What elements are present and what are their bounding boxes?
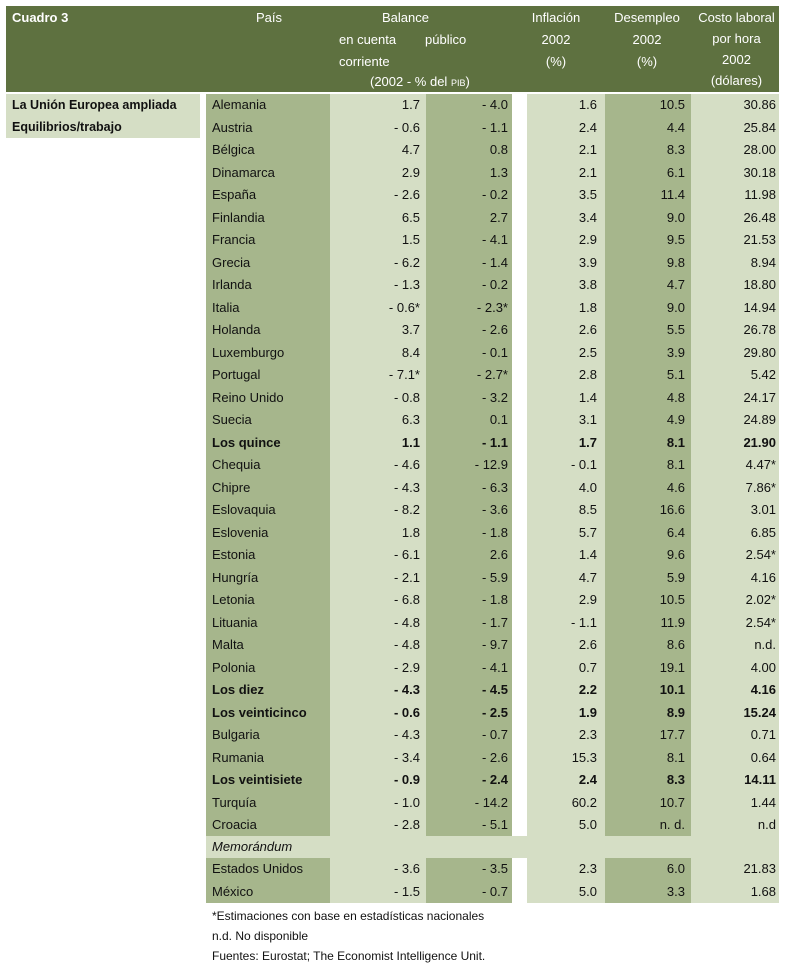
cell-costo-laboral: 30.86: [743, 97, 776, 112]
cell-inflacion: 2.1: [578, 142, 597, 157]
cell-cuenta-corriente: - 3.4: [393, 749, 420, 765]
cell-country: México: [212, 883, 254, 899]
cell-country: Austria: [212, 119, 253, 135]
table-row: [206, 252, 779, 275]
cell-balance-publico: - 0.7: [481, 727, 508, 742]
table-row: [206, 814, 779, 837]
cell-country: Los diez: [212, 682, 265, 697]
table-row: [206, 858, 779, 881]
cell-costo-laboral: 15.24: [743, 704, 776, 720]
cell-balance-publico: 2.7: [489, 209, 508, 225]
header-pais: País: [256, 10, 283, 25]
cell-desempleo: 8.1: [666, 434, 685, 450]
cell-desempleo: 8.6: [666, 637, 685, 652]
cell-cuenta-corriente: - 6.1: [393, 547, 420, 562]
cell-country: Bulgaria: [212, 727, 260, 742]
table-row: [206, 499, 779, 522]
cell-costo-laboral: 7.86*: [745, 479, 776, 495]
cell-balance-publico: - 0.1: [481, 344, 508, 360]
cell-cuenta-corriente: - 2.8: [393, 817, 420, 832]
cell-inflacion: 3.1: [578, 412, 597, 427]
cell-costo-laboral: 24.89: [743, 412, 776, 427]
cell-cuenta-corriente: - 1.0: [393, 794, 420, 810]
cell-desempleo: 5.1: [666, 367, 685, 382]
cell-balance-publico: - 5.1: [481, 817, 508, 832]
cell-inflacion: 5.0: [578, 883, 597, 899]
cell-cuenta-corriente: 2.9: [401, 164, 420, 180]
cell-costo-laboral: 0.64: [750, 749, 776, 765]
cell-balance-publico: 1.3: [489, 164, 508, 180]
cell-balance-publico: - 2.3*: [476, 299, 508, 315]
cell-balance-publico: 2.6: [489, 547, 508, 562]
cell-desempleo: 6.4: [666, 524, 685, 540]
cell-country: Los quince: [212, 434, 281, 450]
cell-cuenta-corriente: 1.5: [401, 232, 420, 247]
cell-country: Estados Unidos: [212, 861, 304, 876]
cell-inflacion: 1.4: [578, 389, 597, 405]
cell-balance-publico: - 2.6: [481, 749, 508, 765]
cell-inflacion: 2.4: [578, 119, 597, 135]
cell-desempleo: 4.7: [666, 277, 685, 292]
cell-cuenta-corriente: - 6.2: [393, 254, 420, 270]
cell-country: Los veintisiete: [212, 772, 303, 787]
table-row: [206, 881, 779, 904]
cell-inflacion: 2.6: [578, 322, 597, 337]
cell-inflacion: 8.5: [578, 502, 597, 517]
cell-cuenta-corriente: - 0.6: [393, 119, 420, 135]
side-title: [6, 94, 200, 138]
cell-balance-publico: - 4.1: [481, 232, 508, 247]
table-row: [206, 207, 779, 230]
cell-cuenta-corriente: 1.7: [401, 97, 420, 112]
cell-costo-laboral: 4.16: [750, 569, 776, 585]
cell-balance-publico: - 0.2: [481, 277, 508, 292]
header-desempleo: Desempleo 2002 (%): [614, 10, 680, 69]
cell-desempleo: 5.5: [666, 322, 685, 337]
table-row: [206, 184, 779, 207]
cell-costo-laboral: 1.68: [750, 883, 776, 899]
cell-costo-laboral: 14.94: [743, 299, 776, 315]
cell-cuenta-corriente: - 4.8: [393, 637, 420, 652]
footnotes: [212, 906, 485, 966]
cell-desempleo: 4.6: [666, 479, 685, 495]
cell-costo-laboral: n.d: [757, 817, 776, 832]
cell-balance-publico: - 4.1: [481, 659, 508, 675]
cell-cuenta-corriente: 8.4: [401, 344, 420, 360]
cell-desempleo: 9.8: [666, 254, 685, 270]
cell-inflacion: 2.1: [578, 164, 597, 180]
table-row: [206, 612, 779, 635]
cell-balance-publico: - 3.6: [481, 502, 508, 517]
cell-country: Eslovaquia: [212, 502, 276, 517]
cell-inflacion: 2.8: [578, 367, 597, 382]
cell-cuenta-corriente: - 7.1*: [388, 367, 420, 382]
cell-country: Croacia: [212, 817, 257, 832]
cell-cuenta-corriente: 6.3: [401, 412, 420, 427]
cell-balance-publico: - 1.4: [481, 254, 508, 270]
table-row: [206, 567, 779, 590]
cell-country: Los veinticinco: [212, 704, 307, 720]
cell-costo-laboral: 21.90: [743, 434, 776, 450]
cell-cuenta-corriente: - 3.6: [393, 861, 420, 876]
cell-desempleo: 11.4: [660, 187, 685, 202]
cell-inflacion: 3.9: [578, 254, 597, 270]
cell-inflacion: 2.3: [578, 727, 597, 742]
cell-desempleo: 4.9: [666, 412, 685, 427]
cell-country: Finlandia: [212, 209, 265, 225]
cell-cuenta-corriente: - 4.3: [393, 682, 420, 697]
cell-balance-publico: - 4.0: [481, 97, 508, 112]
cell-country: Letonia: [212, 592, 255, 607]
cell-balance-publico: - 1.8: [481, 592, 508, 607]
cell-desempleo: n. d.: [659, 817, 685, 832]
cell-balance-publico: - 12.9: [474, 457, 508, 472]
cell-desempleo: 9.6: [666, 547, 685, 562]
cell-costo-laboral: 14.11: [744, 772, 776, 787]
cell-inflacion: 2.9: [578, 232, 597, 247]
cell-cuenta-corriente: - 1.3: [393, 277, 420, 292]
cell-balance-publico: - 6.3: [481, 479, 508, 495]
cell-cuenta-corriente: - 6.8: [393, 592, 420, 607]
table-number: Cuadro 3: [12, 10, 69, 25]
cell-inflacion: 3.4: [578, 209, 597, 225]
cell-balance-publico: - 4.5: [481, 682, 508, 697]
header-corriente: corriente: [339, 54, 390, 69]
cell-balance-publico: 0.1: [489, 412, 508, 427]
cell-cuenta-corriente: 1.8: [401, 524, 420, 540]
cell-costo-laboral: 24.17: [743, 389, 776, 405]
table-row: [206, 319, 779, 342]
table-row: [206, 229, 779, 252]
table-row: [206, 162, 779, 185]
table-row: [206, 477, 779, 500]
cell-inflacion: 2.2: [578, 682, 597, 697]
cell-inflacion: 1.7: [578, 434, 597, 450]
cell-balance-publico: - 1.7: [481, 614, 508, 630]
cell-cuenta-corriente: - 4.6: [393, 457, 420, 472]
cell-balance-publico: - 14.2: [474, 794, 508, 810]
cell-inflacion: 1.9: [578, 704, 597, 720]
table-row: [206, 679, 779, 702]
cell-balance-publico: - 3.5: [481, 861, 508, 876]
cell-country: Portugal: [212, 367, 261, 382]
table-row: [206, 432, 779, 455]
table-row: [206, 364, 779, 387]
cell-inflacion: 3.5: [578, 187, 597, 202]
cell-costo-laboral: 28.00: [743, 142, 776, 157]
table-row: [206, 117, 779, 140]
cell-inflacion: 1.8: [578, 299, 597, 315]
cell-desempleo: 9.0: [666, 209, 685, 225]
table-row: [206, 522, 779, 545]
cell-balance-publico: - 1.1: [481, 434, 508, 450]
cell-costo-laboral: 2.54*: [745, 547, 776, 562]
cell-country: Irlanda: [212, 277, 252, 292]
cell-country: Bélgica: [212, 142, 255, 157]
header-balance: Balance: [382, 10, 429, 25]
cell-cuenta-corriente: - 0.6: [393, 704, 420, 720]
footnote-nd: n.d. No disponible: [212, 929, 309, 943]
memorandum-row: [206, 836, 779, 858]
cell-inflacion: 4.0: [578, 479, 597, 495]
cell-inflacion: 1.4: [578, 547, 597, 562]
header-unit: (2002 - % del PIB): [370, 74, 470, 89]
cell-inflacion: 1.6: [578, 97, 597, 112]
cell-balance-publico: - 1.8: [481, 524, 508, 540]
table-row: [206, 274, 779, 297]
cell-desempleo: 10.7: [659, 794, 685, 810]
cell-desempleo: 19.1: [659, 659, 685, 675]
cell-costo-laboral: 1.44: [750, 794, 776, 810]
cell-balance-publico: - 0.7: [481, 883, 508, 899]
cell-desempleo: 17.7: [659, 727, 685, 742]
cell-country: Suecia: [212, 412, 252, 427]
table-row: [206, 589, 779, 612]
table-row: [206, 297, 779, 320]
cell-country: Turquía: [212, 794, 257, 810]
cell-country: Italia: [212, 299, 240, 315]
cell-costo-laboral: 5.42: [750, 367, 776, 382]
table-row: [206, 139, 779, 162]
cell-costo-laboral: 2.54*: [745, 614, 776, 630]
cell-costo-laboral: 18.80: [743, 277, 776, 292]
table-row: [206, 342, 779, 365]
cell-cuenta-corriente: - 0.6*: [388, 299, 420, 315]
cell-country: Malta: [212, 637, 244, 652]
cell-costo-laboral: 29.80: [743, 344, 776, 360]
cell-balance-publico: - 2.5: [481, 704, 508, 720]
cell-cuenta-corriente: 1.1: [401, 434, 420, 450]
cell-country: Grecia: [212, 254, 251, 270]
cell-desempleo: 8.1: [666, 457, 685, 472]
cell-country: Francia: [212, 232, 256, 247]
cell-inflacion: 5.7: [578, 524, 597, 540]
cell-desempleo: 10.1: [659, 682, 685, 697]
cell-costo-laboral: 30.18: [743, 164, 776, 180]
cell-inflacion: 60.2: [571, 794, 597, 810]
cell-costo-laboral: 25.84: [743, 119, 776, 135]
cell-country: Rumania: [212, 749, 265, 765]
cell-desempleo: 4.8: [666, 389, 685, 405]
cell-desempleo: 8.3: [666, 772, 685, 787]
cell-costo-laboral: n.d.: [754, 637, 776, 652]
cell-cuenta-corriente: - 0.9: [393, 772, 420, 787]
cell-country: Luxemburgo: [212, 344, 285, 360]
cell-inflacion: 3.8: [578, 277, 597, 292]
cell-costo-laboral: 2.02*: [745, 592, 776, 607]
side-title-line1: La Unión Europea ampliada: [12, 98, 177, 112]
header-publico: público: [425, 32, 467, 47]
cell-cuenta-corriente: - 2.6: [393, 187, 420, 202]
cell-balance-publico: - 2.4: [481, 772, 508, 787]
table-row: [206, 769, 779, 792]
cell-balance-publico: - 5.9: [481, 569, 508, 585]
footnote-fuentes: Fuentes: Eurostat; The Economist Intelligence Unit.: [212, 949, 486, 963]
table-row: [206, 747, 779, 770]
cell-country: Chipre: [212, 479, 251, 495]
table-row: [206, 387, 779, 410]
cell-country: Estonia: [212, 547, 256, 562]
cell-costo-laboral: 3.01: [750, 502, 776, 517]
cell-balance-publico: - 2.6: [481, 322, 508, 337]
cell-country: Dinamarca: [212, 164, 275, 180]
footnote-estimaciones: *Estimaciones con base en estadísticas nacionales: [212, 909, 485, 923]
cell-cuenta-corriente: - 4.8: [393, 614, 420, 630]
cell-cuenta-corriente: - 8.2: [393, 502, 420, 517]
cell-inflacion: - 0.1: [570, 457, 597, 472]
cell-desempleo: 6.0: [666, 861, 685, 876]
table-row: [206, 544, 779, 567]
cell-balance-publico: - 0.2: [481, 187, 508, 202]
cell-costo-laboral: 21.83: [743, 861, 776, 876]
header-en-cuenta: en cuenta: [339, 32, 397, 47]
cell-costo-laboral: 8.94: [750, 254, 776, 270]
cell-desempleo: 10.5: [659, 97, 685, 112]
cell-country: Chequia: [212, 457, 261, 472]
cell-country: Eslovenia: [212, 524, 269, 540]
cell-country: Alemania: [212, 97, 267, 112]
cell-inflacion: 2.9: [578, 592, 597, 607]
cell-cuenta-corriente: 3.7: [401, 322, 420, 337]
cell-cuenta-corriente: 4.7: [401, 142, 420, 157]
cell-balance-publico: - 3.2: [481, 389, 508, 405]
table-row: [206, 657, 779, 680]
cell-costo-laboral: 4.16: [750, 682, 776, 697]
cell-desempleo: 6.1: [666, 164, 685, 180]
table-row: [206, 792, 779, 815]
cell-cuenta-corriente: - 4.3: [393, 727, 420, 742]
cell-country: Hungría: [212, 569, 259, 585]
cell-costo-laboral: 0.71: [750, 727, 776, 742]
header-inflacion: Inflación 2002 (%): [531, 10, 581, 69]
cell-country: Lituania: [212, 614, 258, 630]
table-row: [206, 702, 779, 725]
cell-balance-publico: - 9.7: [481, 637, 508, 652]
cell-balance-publico: - 1.1: [481, 119, 508, 135]
cell-country: España: [212, 187, 257, 202]
cell-desempleo: 9.0: [666, 299, 685, 315]
table-row: [206, 94, 779, 117]
table-row: [206, 634, 779, 657]
cell-desempleo: 4.4: [666, 119, 685, 135]
cell-country: Reino Unido: [212, 389, 284, 405]
table-row: [206, 409, 779, 432]
cell-desempleo: 3.9: [666, 344, 685, 360]
cell-cuenta-corriente: - 2.1: [393, 569, 420, 585]
cell-desempleo: 3.3: [666, 883, 685, 899]
cell-costo-laboral: 26.48: [743, 209, 776, 225]
cell-country: Polonia: [212, 659, 256, 675]
cell-inflacion: 2.6: [578, 637, 597, 652]
cell-cuenta-corriente: - 1.5: [393, 883, 420, 899]
cell-balance-publico: 0.8: [489, 142, 508, 157]
cell-costo-laboral: 4.47*: [745, 457, 776, 472]
table-header: [6, 6, 779, 92]
cell-desempleo: 5.9: [666, 569, 685, 585]
cell-inflacion: 4.7: [578, 569, 597, 585]
cell-inflacion: 2.3: [578, 861, 597, 876]
header-costo-laboral: Costo laboral por hora 2002 (dólares): [698, 10, 775, 88]
cell-inflacion: 2.4: [578, 772, 597, 787]
cell-cuenta-corriente: 6.5: [401, 209, 420, 225]
cell-cuenta-corriente: - 0.8: [393, 389, 420, 405]
cell-inflacion: 0.7: [578, 659, 597, 675]
cell-costo-laboral: 11.98: [744, 187, 776, 202]
cell-desempleo: 8.9: [666, 704, 685, 720]
cell-desempleo: 10.5: [659, 592, 685, 607]
cell-cuenta-corriente: - 4.3: [393, 479, 420, 495]
cell-desempleo: 11.9: [660, 614, 685, 630]
cell-desempleo: 16.6: [659, 502, 685, 517]
cell-inflacion: 15.3: [571, 749, 597, 765]
cell-costo-laboral: 26.78: [743, 322, 776, 337]
cell-inflacion: - 1.1: [570, 614, 597, 630]
cell-inflacion: 2.5: [578, 344, 597, 360]
cell-desempleo: 8.1: [666, 749, 685, 765]
cell-inflacion: 5.0: [578, 817, 597, 832]
cell-desempleo: 8.3: [666, 142, 685, 157]
cell-country: Holanda: [212, 322, 261, 337]
cell-costo-laboral: 4.00: [750, 659, 776, 675]
memorandum-label: Memorándum: [212, 839, 293, 854]
cell-costo-laboral: 21.53: [743, 232, 776, 247]
side-title-line2: Equilibrios/trabajo: [12, 120, 122, 134]
cell-desempleo: 9.5: [666, 232, 685, 247]
cell-cuenta-corriente: - 2.9: [393, 659, 420, 675]
cell-balance-publico: - 2.7*: [476, 367, 508, 382]
table-row: [206, 724, 779, 747]
cell-costo-laboral: 6.85: [750, 524, 776, 540]
table-row: [206, 454, 779, 477]
